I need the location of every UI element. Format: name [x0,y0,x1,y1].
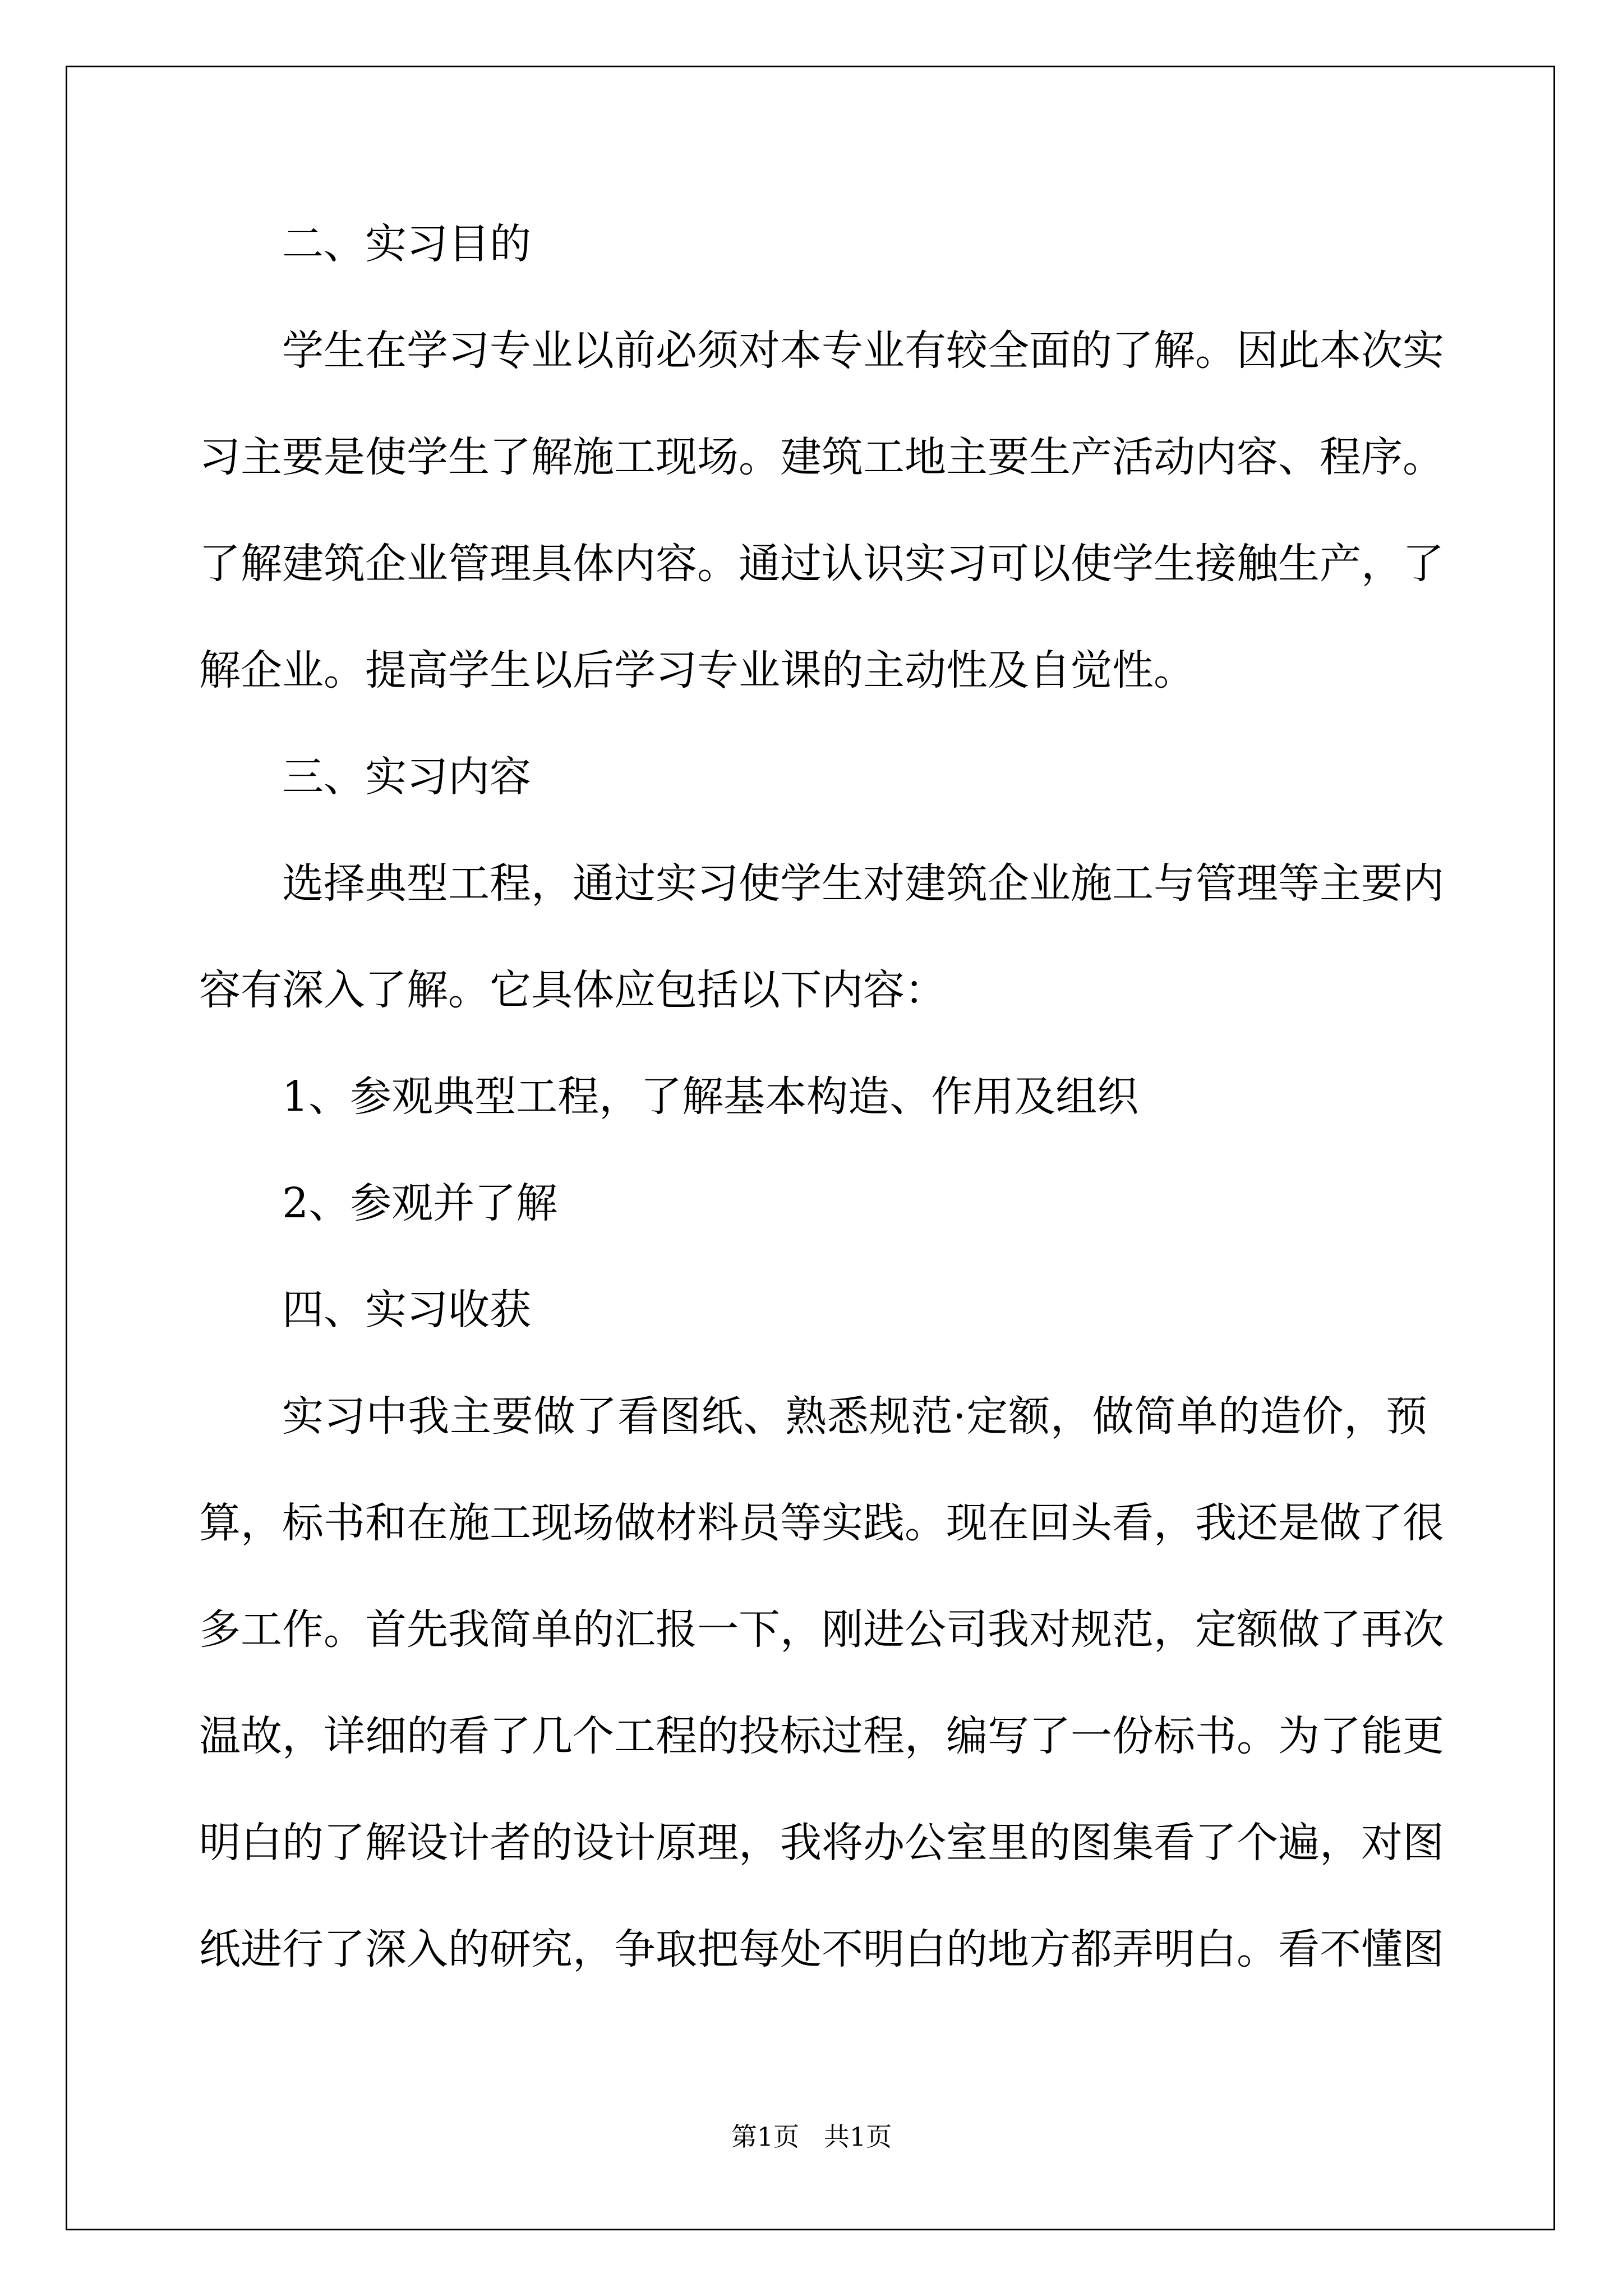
text-line: 多工作。首先我简单的汇报一下，刚进公司我对规范，定额做了再次 [199,1605,1444,1654]
text-line: 明白的了解设计者的设计原理，我将办公室里的图集看了个遍，对图 [199,1819,1444,1867]
text-line: 了解建筑企业管理具体内容。通过认识实习可以使学生接触生产，了 [199,540,1444,588]
text-line: 选择典型工程，通过实习使学生对建筑企业施工与管理等主要内 [282,859,1444,908]
text-line: 解企业。提高学生以后学习专业课的主动性及自觉性。 [199,646,1195,694]
page-border [66,66,1555,2230]
text-line: 四、实习收获 [282,1286,531,1334]
text-line: 纸进行了深入的研究，争取把每处不明白的地方都弄明白。看不懂图 [199,1925,1444,1973]
text-line: 温故，详细的看了几个工程的投标过程，编写了一份标书。为了能更 [199,1712,1444,1760]
text-line: 容有深入了解。它具体应包括以下内容： [199,966,946,1014]
text-line: 实习中我主要做了看图纸、熟悉规范·定额，做简单的造价，预 [282,1392,1427,1441]
text-line: 1、参观典型工程，了解基本构造、作用及组织 [282,1073,1139,1121]
text-line: 二、实习目的 [282,220,531,268]
text-line: 算，标书和在施工现场做材料员等实践。现在回头看，我还是做了很 [199,1499,1444,1547]
page-footer: 第1页 共1页 [731,2122,892,2152]
text-line: 三、实习内容 [282,753,531,801]
text-line: 2、参观并了解 [282,1179,558,1227]
text-line: 习主要是使学生了解施工现场。建筑工地主要生产活动内容、程序。 [199,433,1444,481]
text-line: 学生在学习专业以前必须对本专业有较全面的了解。因此本次实 [282,326,1444,375]
